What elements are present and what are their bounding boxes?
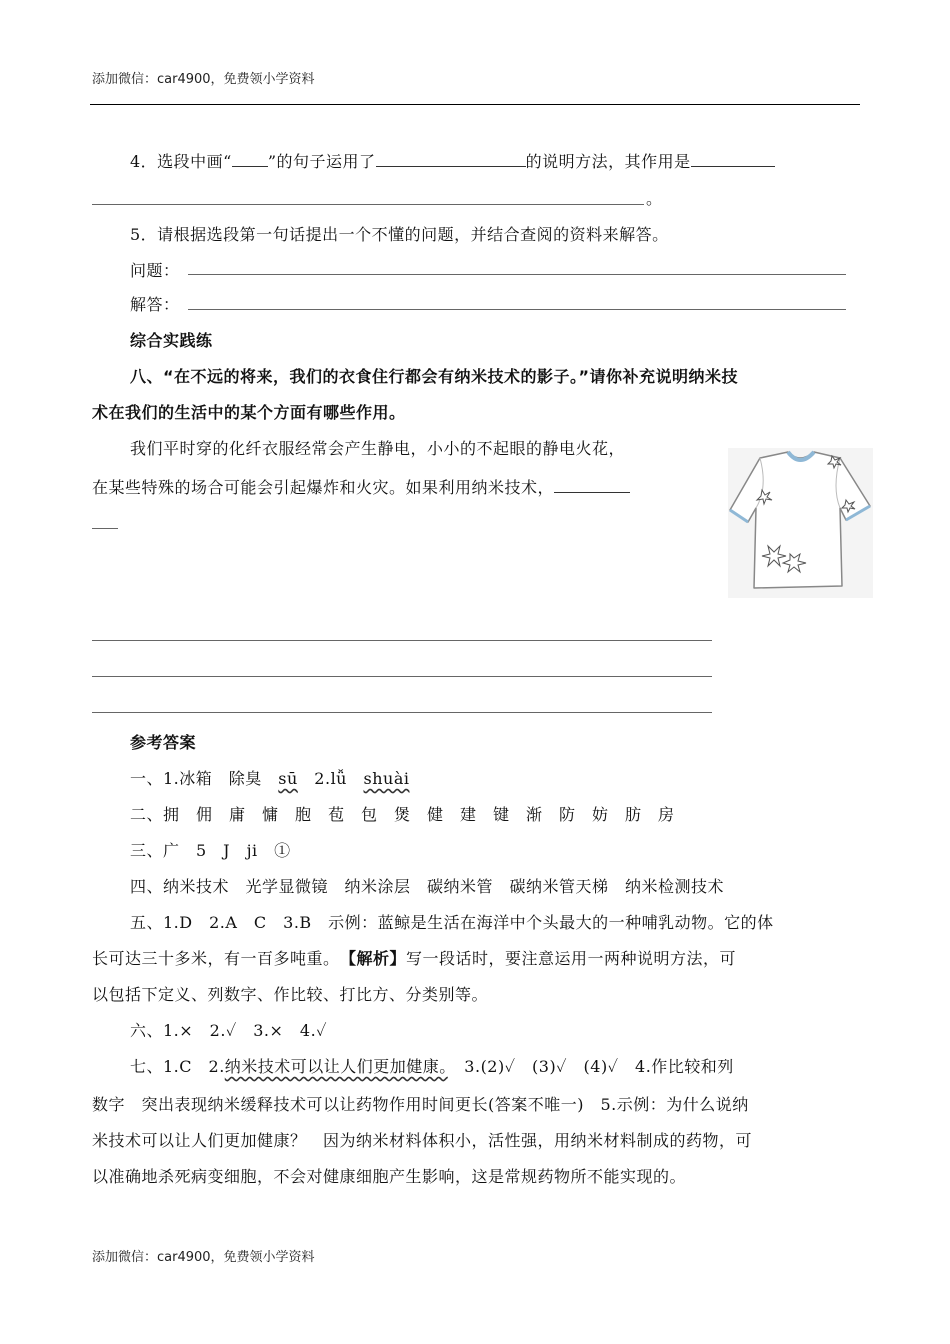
answer-5-line2-b: 写一段话时，要注意运用一两种说明方法，可 — [406, 949, 737, 968]
practice-paragraph-line2 — [92, 474, 630, 498]
answer-5-line2-a: 长可达三十多米，有一百多吨重。 — [92, 949, 349, 968]
question-5: 5．请根据选段第一句话提出一个不懂的问题，并结合查阅的资料来解答。 — [130, 225, 669, 244]
answer-7-line3: 米技术可以让人们更加健康？ 因为纳米材料体积小，活性强，用纳米材料制成的药物，可 — [92, 1131, 753, 1150]
q4-part3: 的说明方法，其作用是 — [525, 152, 691, 171]
answer-5-jiexi: 【解析】 — [348, 949, 407, 968]
q4-part1: 4．选段中画“ — [130, 152, 232, 171]
answer-1-mid: 2.lǚ — [297, 769, 364, 788]
practice-paragraph-line1: 我们平时穿的化纤衣服经常会产生静电，小小的不起眼的静电火花， — [130, 439, 626, 458]
q4-part2: ”的句子运用了 — [267, 152, 376, 171]
question-8-line1: 八、“在不远的将来，我们的衣食住行都会有纳米技术的影子。”请你补充说明纳米技 — [130, 367, 739, 386]
answer-7-line1-b: 3.(2)✓ (3)✓ (4)✓ 4.作比较和列 — [447, 1057, 734, 1076]
answer-5-line3: 以包括下定义、列数字、作比较、打比方、分类别等。 — [92, 985, 489, 1004]
answer-1-shuai: shuài — [363, 769, 410, 788]
q4-answer-line[interactable] — [92, 204, 644, 205]
q5-answer-label: 解答： — [130, 295, 180, 314]
q5-answer-line[interactable] — [188, 309, 846, 310]
practice-blank-continuation[interactable] — [92, 528, 118, 529]
answer-6: 六、1.× 2.✓ 3.× 4.✓ — [130, 1021, 328, 1040]
header-rule — [90, 104, 860, 105]
answer-1 — [130, 766, 409, 789]
answer-1-text: 一、1.冰箱 除臭 — [130, 769, 279, 788]
q4-period: 。 — [646, 189, 663, 208]
question-4 — [130, 148, 775, 172]
practice-answer-line-2[interactable] — [92, 676, 712, 677]
q4-blank-method[interactable] — [376, 148, 526, 167]
answer-5-line1: 五、1.D 2.A C 3.B 示例：蓝鲸是生活在海洋中个头最大的一种哺乳动物。它的体 — [130, 913, 774, 932]
q5-question-line[interactable] — [188, 274, 846, 275]
q4-blank-effect[interactable] — [691, 148, 775, 167]
answer-7-line1 — [130, 1054, 734, 1077]
answer-1-su: sū — [278, 769, 298, 788]
page-header-text: 添加微信：car4900，免费领小学资料 — [92, 72, 315, 87]
practice-answer-line-1[interactable] — [92, 640, 712, 641]
practice-heading: 综合实践练 — [130, 331, 213, 350]
answers-heading: 参考答案 — [130, 733, 197, 752]
answer-7-line4: 以准确地杀死病变细胞，不会对健康细胞产生影响，这是常规药物所不能实现的。 — [92, 1167, 687, 1186]
practice-blank[interactable] — [554, 474, 630, 493]
answer-7-line1-a: 七、1.C 2. — [130, 1057, 225, 1076]
page-footer-text: 添加微信：car4900，免费领小学资料 — [92, 1250, 315, 1265]
answer-2: 二、拥 佣 庸 慵 胞 苞 包 煲 健 建 键 渐 防 妨 肪 房 — [130, 805, 675, 824]
question-8-line2: 术在我们的生活中的某个方面有哪些作用。 — [92, 403, 406, 422]
answer-4: 四、纳米技术 光学显微镜 纳米涂层 碳纳米管 碳纳米管天梯 纳米检测技术 — [130, 877, 725, 896]
answer-7-line2: 数字 突出表现纳米缓释技术可以让药物作用时间更长(答案不唯一) 5.示例：为什么说纳 — [92, 1095, 749, 1114]
answer-5-line2 — [92, 946, 736, 969]
answer-7-wavy: 纳米技术可以让人们更加健康。 — [224, 1057, 448, 1076]
q5-question-label: 问题： — [130, 261, 180, 280]
q4-blank-underline-mark[interactable] — [232, 148, 268, 167]
answer-3: 三、广 5 J ji ① — [130, 841, 291, 860]
tshirt-static-illustration — [728, 448, 873, 598]
practice-answer-line-3[interactable] — [92, 712, 712, 713]
practice-paragraph-line2-text: 在某些特殊的场合可能会引起爆炸和火灾。如果利用纳米技术， — [92, 478, 555, 497]
